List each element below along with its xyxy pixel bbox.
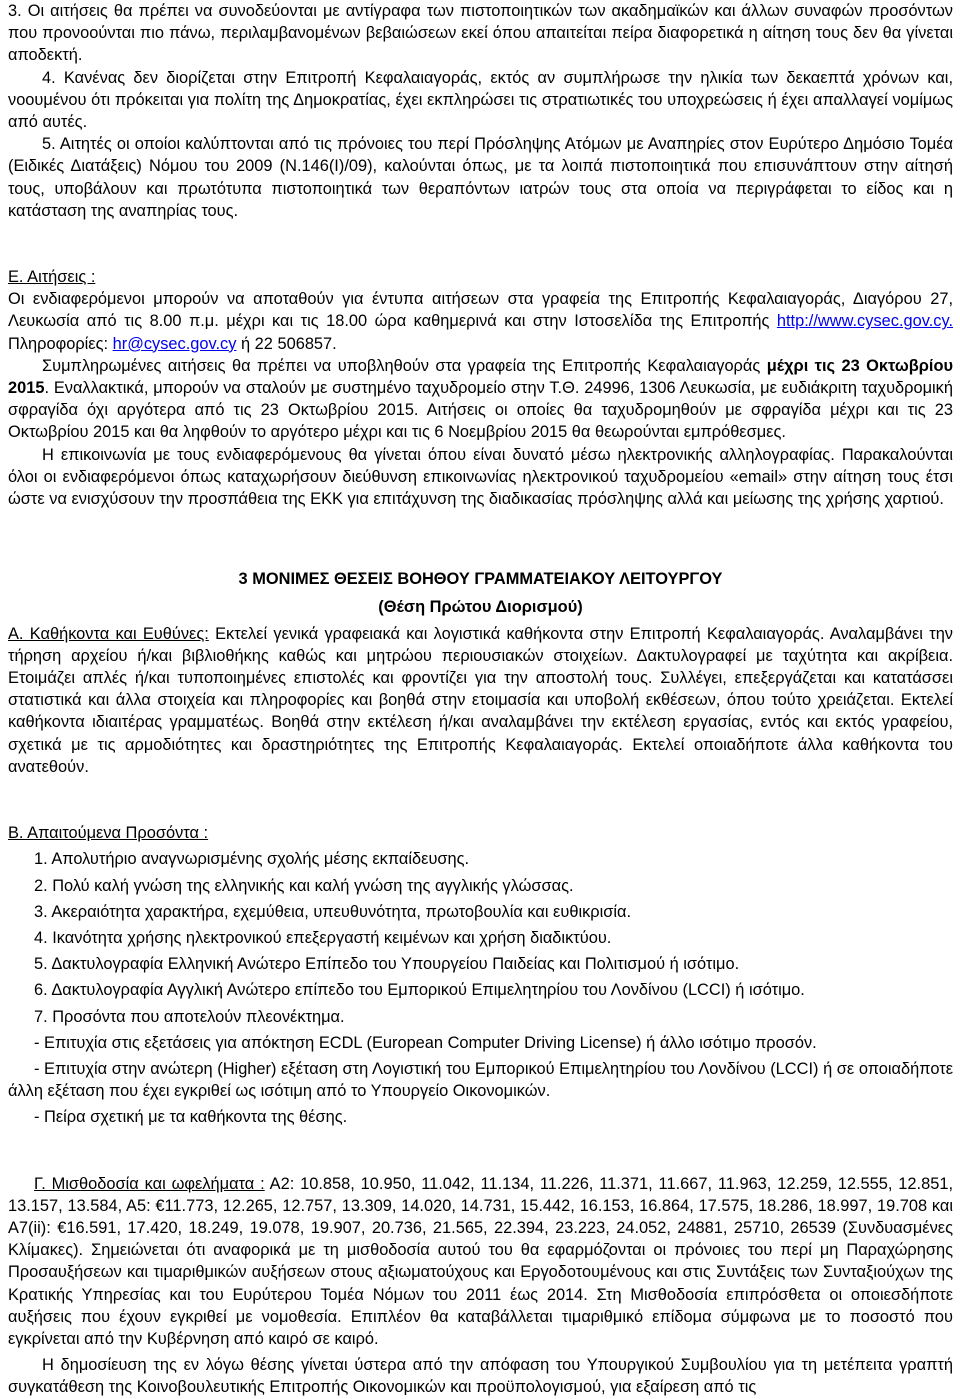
section-g-last-paragraph: Η δημοσίευση της εν λόγω θέσης γίνεται ύστερα από την απόφαση του Υπουργικού Συμβουλίου για τη μετέπειτα γραπτή συγκατάθεση της Κοινοβουλευτικής Επιτροπής Οικονομικών και προϋπολογισμού, για εξαίρεση από τις bbox=[8, 1356, 953, 1397]
deadline-text: μέχρι τις 23 Οκτωβρίου 2015 bbox=[8, 356, 953, 398]
email-link[interactable]: hr@cysec.gov.cy bbox=[112, 334, 237, 353]
list-item: 4. Ικανότητα χρήσης ηλεκτρονικού επεξεργαστή κειμένων και χρήση διαδικτύου. bbox=[34, 928, 612, 947]
section-a-heading: Α. Καθήκοντα και Ευθύνες: bbox=[8, 624, 209, 643]
section-a: Α. Καθήκοντα και Ευθύνες: Εκτελεί γενικά γραφειακά και λογιστικά καθήκοντα στην Επιτροπή Κεφαλαιαγοράς. Αναλαμβάνει την τήρηση αρχείου ή/και βιβλιοθήκης καθώς και μητρώου περιουσιακών στοιχείων. Δακτυλογραφεί με ταχύτητα και ακρίβεια. Ετοιμάζει απλές ή/και τυποποιημένες επιστολές και φροντίζει για την αποστολή τους. Συλλέγει, επεξεργάζεται και κατατάσσει στατιστικά και άλλα στοιχεία και πληροφορίες και βοηθά στην ετοιμασία και υποβολή εκθέσεων, όπου τούτο χρειάζεται. Εκτελεί καθήκοντα ιδιαιτέρας γραμματέως. Βοηθά στην εκτέλεση ή/και αναλαμβάνει την εκτέλεση εργασίας, εντός και εκτός γραφείου, σχετικά με τις αρμοδιότητες και δραστηριότητες της Επιτροπής Κεφαλαιαγοράς. Εκτελεί οποιαδήποτε άλλα καθήκοντα του ανατεθούν. bbox=[8, 624, 954, 776]
list-item: - Πείρα σχετική με τα καθήκοντα της θέσης. bbox=[34, 1108, 348, 1127]
section-b-heading: Β. Απαιτούμενα Προσόντα : bbox=[8, 824, 209, 843]
list-item: 2. Πολύ καλή γνώση της ελληνικής και καλή γνώση της αγγλικής γλώσσας. bbox=[34, 876, 574, 895]
list-item: 7. Προσόντα που αποτελούν πλεονέκτημα. bbox=[34, 1007, 345, 1026]
list-item: 3. Ακεραιότητα χαρακτήρα, εχεμύθεια, υπευθυνότητα, πρωτοβουλία και ευθικρισία. bbox=[34, 902, 632, 921]
website-link[interactable]: http://www.cysec.gov.cy. bbox=[776, 312, 953, 331]
position-title: 3 ΜΟΝΙΜΕΣ ΘΕΣΕΙΣ ΒΟΗΘΟΥ ΓΡΑΜΜΑΤΕΙΑΚΟΥ ΛΕΙΤΟΥΡΓΟΥ bbox=[238, 570, 723, 589]
list-item: - Επιτυχία στις εξετάσεις για απόκτηση ECDL (European Computer Driving License) ή άλλο ισότιμο προσόν. bbox=[34, 1033, 817, 1052]
position-subtitle: (Θέση Πρώτου Διορισμού) bbox=[378, 598, 583, 617]
list-item: 5. Δακτυλογραφία Ελληνική Ανώτερο Επίπεδο του Υπουργείου Παιδείας και Πολιτισμού ή ισότιμο. bbox=[34, 955, 740, 974]
section-e-paragraph-2: Συμπληρωμένες αιτήσεις θα πρέπει να υποβληθούν στα γραφεία της Επιτροπής Κεφαλαιαγοράς μέχρι τις 23 Οκτωβρίου 2015. Εναλλακτικά, μπορούν να σταλούν με συστημένο ταχυδρομείο στην Τ.Θ. 24996, 1306 Λευκωσία, με ευδιάκριτη ταχυδρομική σφραγίδα όχι αργότερα από τις 23 Οκτωβρίου 2015. Αιτήσεις οι οποίες θα ταχυδρομηθούν με σφραγίδα μέχρι και τις 23 Οκτωβρίου 2015 και θα ληφθούν το αργότερο μέχρι και τις 6 Νοεμβρίου 2015 θα θεωρούνται εμπρόθεσμες. bbox=[8, 356, 953, 442]
paragraph-4: 4. Κανένας δεν διορίζεται στην Επιτροπή Κεφαλαιαγοράς, εκτός αν συμπλήρωσε την ηλικία των δεκαεπτά χρόνων και, νοουμένου ότι πρόκειται για πολίτη της Δημοκρατίας, έχει εκπληρώσει τις στρατιωτικές του υποχρεώσεις ή έχει απαλλαγεί νομίμως από αυτές. bbox=[8, 68, 953, 132]
list-item: 1. Απολυτήριο αναγνωρισμένης σχολής μέσης εκπαίδευσης. bbox=[34, 850, 470, 869]
qualifications-list bbox=[8, 848, 953, 1128]
paragraph-3: 3. Οι αιτήσεις θα πρέπει να συνοδεύονται με αντίγραφα των πιστοποιητικών των ακαδημαϊκών και άλλων συναφών προσόντων που προνοούνται πιο πάνω, περιλαμβανομένων βεβαιώσεων εκεί όπου απαιτείται πείρα διαφορετικά η αίτηση τους δεν θα γίνεται αποδεκτή. bbox=[8, 2, 953, 65]
paragraph-5: 5. Αιτητές οι οποίοι καλύπτονται από τις πρόνοιες του περί Πρόσληψης Ατόμων με Αναπηρίες στον Ευρύτερο Δημόσιο Τομέα (Ειδικές Διατάξεις) Νόμου του 2009 (Ν.146(Ι)/09), καλούνται όπως, με τα λοιπά πιστοποιητικά που επισυνάπτουν στην αίτησή τους, υποβάλουν και πρωτότυπα πιστοποιητικά των θεραπόντων ιατρών τους στα οποία να περιγράφεται το είδος και η κατάσταση της αναπηρίας τους. bbox=[8, 135, 953, 220]
section-e-paragraph-1: Οι ενδιαφερόμενοι μπορούν να αποταθούν για έντυπα αιτήσεων στα γραφεία της Επιτροπής Κεφαλαιαγοράς, Διαγόρου 27, Λευκωσία από τις 8.00 π.μ. μέχρι και τις 18.00 ώρα καθημερινά και στην Ιστοσελίδα της Επιτροπής http://www.cysec.gov.cy. Πληροφορίες: hr@cysec.gov.cy ή 22 506857. bbox=[8, 290, 953, 353]
section-g-heading: Γ. Μισθοδοσία και ωφελήματα : bbox=[34, 1174, 265, 1193]
section-g: Γ. Μισθοδοσία και ωφελήματα : Α2: 10.858, 10.950, 11.042, 11.134, 11.226, 11.371, 11.667, 11.963, 12.259, 12.555, 12.851, 13.157, 13.584, Α5: €11.773, 12.265, 12.757, 13.309, 14.020, 14.731, 15.442, 16.153, 16.864, 17.575, 18.286, 18.997, 19.708 και Α7(ii): €16.591, 17.420, 18.249, 19.078, 19.907, 20.736, 21.565, 22.394, 23.223, 24.052, 24881, 25710, 26539 (Συνδυασμένες Κλίμακες). Σημειώνεται ότι αναφορικά με τη μισθοδοσία αυτού του θα εφαρμόζονται οι πρόνοιες του περί μη Παραχώρησης Προσαυξήσεων και τιμαριθμικών αυξήσεων στους αξιωματούχους και Εργοδοτουμένους και στις Συντάξεις των Συνταξιούχων της Κρατικής Υπηρεσίας και του Ευρύτερου Τομέα Νόμων του 2011 έως 2014. Στη Μισθοδοσία επιπρόσθετα οι οποιεσδήποτε αυξήσεις που έχουν εγκριθεί με νομοθεσία. Επιπλέον θα καταβάλλεται τιμαριθμικό επίδομα σύμφωνα με το ποσοστό που εγκρίνεται από την Κυβέρνηση από καιρό σε καιρό. bbox=[8, 1174, 953, 1348]
list-item: - Επιτυχία στην ανώτερη (Higher) εξέταση στη Λογιστική του Εμπορικού Επιμελητηρίου του Λονδίνου (LCCI) ή σε οποιαδήποτε άλλη εξέταση που έχει εγκριθεί ως ισότιμη από το Υπουργείο Οικονομικών. bbox=[8, 1059, 953, 1101]
section-e-paragraph-3: Η επικοινωνία με τους ενδιαφερόμενους θα γίνεται όπου είναι δυνατό μέσω ηλεκτρονικής αλληλογραφίας. Παρακαλούνται όλοι οι ενδιαφερόμενοι όπως καταχωρήσουν διεύθυνση επικοινωνίας ηλεκτρονικού ταχυδρομείου «email» στην αίτηση τους έτσι ώστε να ενισχύσουν την προσπάθεια της ΕΚΚ για επιτάχυνση της διαδικασίας πρόσληψης αλλά και μείωσης της χρήσης χαρτιού. bbox=[8, 445, 953, 509]
list-item: 6. Δακτυλογραφία Αγγλική Ανώτερο επίπεδο του Εμπορικού Επιμελητηρίου του Λονδίνου (LCCI) ή ισότιμο. bbox=[34, 981, 805, 1000]
section-e-heading: Ε. Αιτήσεις : bbox=[8, 268, 96, 287]
